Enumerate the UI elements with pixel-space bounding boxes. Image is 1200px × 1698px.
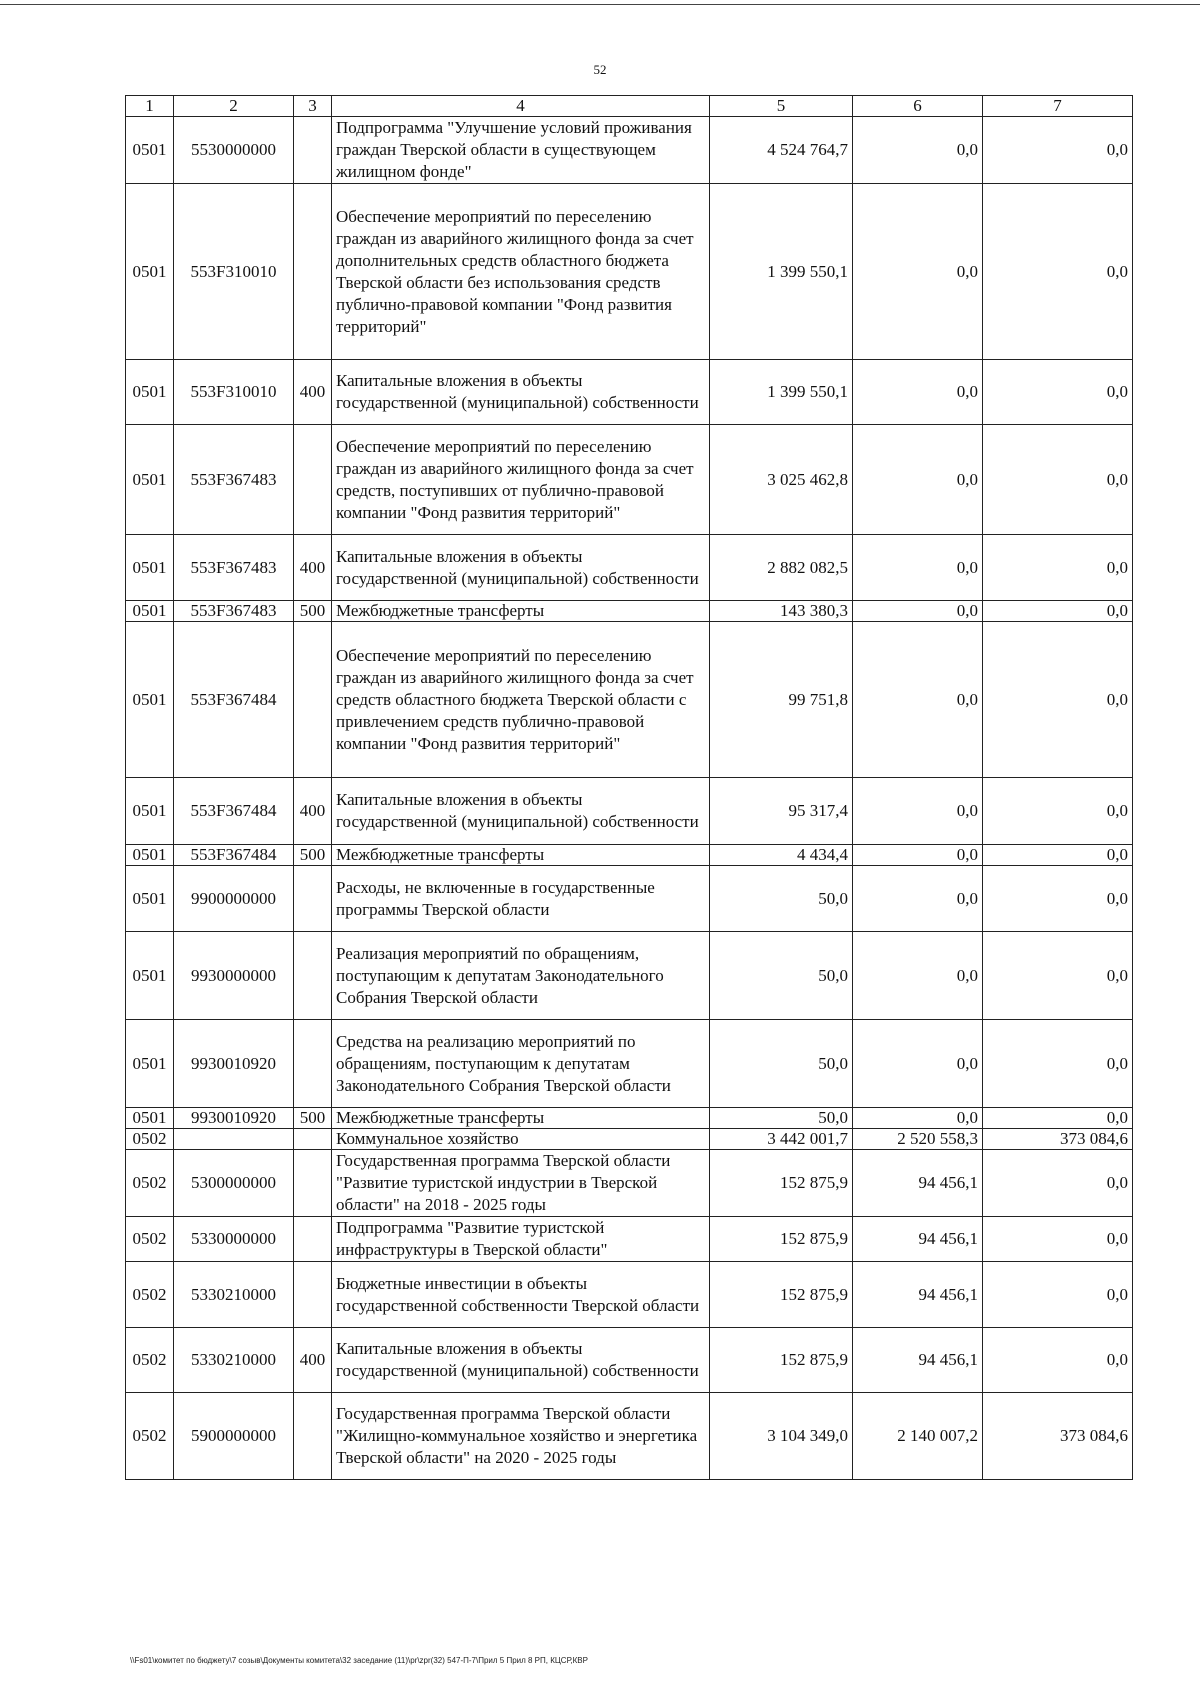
- expense-type-code: 500: [294, 845, 332, 866]
- expense-type-code: [294, 1393, 332, 1480]
- column-header: 7: [983, 96, 1133, 117]
- amount-column-5: 1 399 550,1: [710, 360, 853, 425]
- amount-column-7: 0,0: [983, 845, 1133, 866]
- table-row: [126, 1020, 1133, 1108]
- item-name: Средства на реализацию мероприятий по обращениям, поступающим к депутатам Законодательного Собрания Тверской области: [332, 1020, 710, 1108]
- table-row: [126, 184, 1133, 360]
- column-header: 2: [174, 96, 294, 117]
- section-code: 0502: [126, 1262, 174, 1328]
- amount-column-6: 0,0: [853, 425, 983, 535]
- table-row: [126, 117, 1133, 184]
- target-article-code: 5330210000: [174, 1262, 294, 1328]
- amount-column-7: 0,0: [983, 1328, 1133, 1393]
- target-article-code: 553F310010: [174, 184, 294, 360]
- section-code: 0501: [126, 1108, 174, 1129]
- amount-column-5: 50,0: [710, 932, 853, 1020]
- amount-column-5: 3 025 462,8: [710, 425, 853, 535]
- amount-column-7: 0,0: [983, 425, 1133, 535]
- table-row: [126, 932, 1133, 1020]
- table-row: [126, 1129, 1133, 1150]
- amount-column-6: 2 140 007,2: [853, 1393, 983, 1480]
- section-code: 0501: [126, 535, 174, 601]
- target-article-code: 553F367483: [174, 535, 294, 601]
- amount-column-7: 0,0: [983, 601, 1133, 622]
- item-name: Межбюджетные трансферты: [332, 601, 710, 622]
- amount-column-5: 152 875,9: [710, 1262, 853, 1328]
- amount-column-5: 99 751,8: [710, 622, 853, 778]
- amount-column-7: 0,0: [983, 184, 1133, 360]
- item-name: Подпрограмма "Улучшение условий проживания граждан Тверской области в существующем жилищном фонде": [332, 117, 710, 184]
- target-article-code: 5530000000: [174, 117, 294, 184]
- amount-column-5: 152 875,9: [710, 1150, 853, 1217]
- target-article-code: 5900000000: [174, 1393, 294, 1480]
- amount-column-7: 0,0: [983, 778, 1133, 845]
- section-code: 0501: [126, 932, 174, 1020]
- amount-column-5: 3 442 001,7: [710, 1129, 853, 1150]
- amount-column-6: 0,0: [853, 1020, 983, 1108]
- target-article-code: 553F367483: [174, 601, 294, 622]
- section-code: 0502: [126, 1150, 174, 1217]
- expense-type-code: [294, 1217, 332, 1262]
- expense-type-code: 400: [294, 1328, 332, 1393]
- amount-column-6: 94 456,1: [853, 1150, 983, 1217]
- amount-column-7: 0,0: [983, 1217, 1133, 1262]
- expense-type-code: 500: [294, 601, 332, 622]
- target-article-code: 553F310010: [174, 360, 294, 425]
- amount-column-7: 0,0: [983, 866, 1133, 932]
- item-name: Реализация мероприятий по обращениям, поступающим к депутатам Законодательного Собрания Тверской области: [332, 932, 710, 1020]
- section-code: 0501: [126, 778, 174, 845]
- footer-file-path: \\Fs01\комитет по бюджету\7 созыв\Документы комитета\32 заседание (11)\pr\zpr(32) 547-П-7\Прил 5 Прил 8 РП, КЦСР,КВР: [130, 1656, 588, 1665]
- item-name: Государственная программа Тверской области "Жилищно-коммунальное хозяйство и энергетика Тверской области" на 2020 - 2025 годы: [332, 1393, 710, 1480]
- section-code: 0502: [126, 1217, 174, 1262]
- amount-column-6: 0,0: [853, 535, 983, 601]
- table-row: [126, 1217, 1133, 1262]
- section-code: 0501: [126, 360, 174, 425]
- amount-column-7: 373 084,6: [983, 1129, 1133, 1150]
- target-article-code: 5300000000: [174, 1150, 294, 1217]
- target-article-code: 9930010920: [174, 1108, 294, 1129]
- amount-column-6: 0,0: [853, 117, 983, 184]
- expense-type-code: [294, 622, 332, 778]
- table-row: [126, 1262, 1133, 1328]
- amount-column-7: 0,0: [983, 1150, 1133, 1217]
- top-rule: [0, 4, 1200, 5]
- amount-column-6: 0,0: [853, 184, 983, 360]
- item-name: Подпрограмма "Развитие туристской инфраструктуры в Тверской области": [332, 1217, 710, 1262]
- table-row: [126, 622, 1133, 778]
- amount-column-5: 4 524 764,7: [710, 117, 853, 184]
- expense-type-code: [294, 1020, 332, 1108]
- expense-type-code: [294, 932, 332, 1020]
- target-article-code: 553F367484: [174, 622, 294, 778]
- item-name: Обеспечение мероприятий по переселению граждан из аварийного жилищного фонда за счет дополнительных средств областного бюджета Тверской области без использования средств публично-правовой компании "Фонд развития территорий": [332, 184, 710, 360]
- expense-type-code: [294, 866, 332, 932]
- table-row: [126, 1108, 1133, 1129]
- table-header-row: [126, 96, 1133, 117]
- item-name: Коммунальное хозяйство: [332, 1129, 710, 1150]
- amount-column-7: 0,0: [983, 1108, 1133, 1129]
- section-code: 0501: [126, 845, 174, 866]
- amount-column-5: 50,0: [710, 1020, 853, 1108]
- expense-type-code: [294, 117, 332, 184]
- table-row: [126, 360, 1133, 425]
- table-row: [126, 601, 1133, 622]
- item-name: Капитальные вложения в объекты государственной (муниципальной) собственности: [332, 360, 710, 425]
- target-article-code: 9930010920: [174, 1020, 294, 1108]
- amount-column-5: 1 399 550,1: [710, 184, 853, 360]
- section-code: 0502: [126, 1393, 174, 1480]
- table-row: [126, 535, 1133, 601]
- section-code: 0501: [126, 184, 174, 360]
- expense-type-code: [294, 184, 332, 360]
- page-number: 52: [593, 62, 607, 77]
- amount-column-5: 50,0: [710, 866, 853, 932]
- expense-type-code: 400: [294, 360, 332, 425]
- column-header: 4: [332, 96, 710, 117]
- section-code: 0501: [126, 425, 174, 535]
- amount-column-6: 0,0: [853, 622, 983, 778]
- amount-column-6: 0,0: [853, 360, 983, 425]
- expense-type-code: 500: [294, 1108, 332, 1129]
- amount-column-6: 2 520 558,3: [853, 1129, 983, 1150]
- amount-column-7: 373 084,6: [983, 1393, 1133, 1480]
- expense-type-code: 400: [294, 535, 332, 601]
- amount-column-5: 3 104 349,0: [710, 1393, 853, 1480]
- amount-column-7: 0,0: [983, 622, 1133, 778]
- table-row: [126, 866, 1133, 932]
- section-code: 0502: [126, 1328, 174, 1393]
- amount-column-7: 0,0: [983, 1262, 1133, 1328]
- amount-column-5: 152 875,9: [710, 1328, 853, 1393]
- target-article-code: [174, 1129, 294, 1150]
- table-row: [126, 778, 1133, 845]
- amount-column-7: 0,0: [983, 117, 1133, 184]
- amount-column-6: 94 456,1: [853, 1328, 983, 1393]
- budget-table: [125, 95, 1133, 1480]
- section-code: 0502: [126, 1129, 174, 1150]
- table-row: [126, 1150, 1133, 1217]
- item-name: Межбюджетные трансферты: [332, 1108, 710, 1129]
- amount-column-5: 152 875,9: [710, 1217, 853, 1262]
- amount-column-6: 94 456,1: [853, 1217, 983, 1262]
- amount-column-7: 0,0: [983, 1020, 1133, 1108]
- column-header: 5: [710, 96, 853, 117]
- item-name: Обеспечение мероприятий по переселению граждан из аварийного жилищного фонда за счет средств областного бюджета Тверской области с привлечением средств публично-правовой компании "Фонд развития территорий": [332, 622, 710, 778]
- table-row: [126, 1328, 1133, 1393]
- item-name: Капитальные вложения в объекты государственной (муниципальной) собственности: [332, 1328, 710, 1393]
- amount-column-7: 0,0: [983, 360, 1133, 425]
- amount-column-6: 0,0: [853, 1108, 983, 1129]
- item-name: Капитальные вложения в объекты государственной (муниципальной) собственности: [332, 778, 710, 845]
- amount-column-5: 4 434,4: [710, 845, 853, 866]
- item-name: Межбюджетные трансферты: [332, 845, 710, 866]
- item-name: Бюджетные инвестиции в объекты государственной собственности Тверской области: [332, 1262, 710, 1328]
- target-article-code: 553F367484: [174, 778, 294, 845]
- amount-column-6: 0,0: [853, 845, 983, 866]
- section-code: 0501: [126, 1020, 174, 1108]
- amount-column-5: 95 317,4: [710, 778, 853, 845]
- table-row: [126, 845, 1133, 866]
- amount-column-6: 0,0: [853, 601, 983, 622]
- amount-column-7: 0,0: [983, 932, 1133, 1020]
- target-article-code: 9900000000: [174, 866, 294, 932]
- item-name: Капитальные вложения в объекты государственной (муниципальной) собственности: [332, 535, 710, 601]
- item-name: Расходы, не включенные в государственные программы Тверской области: [332, 866, 710, 932]
- amount-column-7: 0,0: [983, 535, 1133, 601]
- amount-column-6: 0,0: [853, 778, 983, 845]
- item-name: Государственная программа Тверской области "Развитие туристской индустрии в Тверской области" на 2018 - 2025 годы: [332, 1150, 710, 1217]
- amount-column-5: 143 380,3: [710, 601, 853, 622]
- amount-column-6: 0,0: [853, 866, 983, 932]
- amount-column-5: 2 882 082,5: [710, 535, 853, 601]
- section-code: 0501: [126, 117, 174, 184]
- amount-column-6: 0,0: [853, 932, 983, 1020]
- column-header: 1: [126, 96, 174, 117]
- target-article-code: 553F367484: [174, 845, 294, 866]
- target-article-code: 9930000000: [174, 932, 294, 1020]
- target-article-code: 5330210000: [174, 1328, 294, 1393]
- section-code: 0501: [126, 866, 174, 932]
- expense-type-code: 400: [294, 778, 332, 845]
- table-row: [126, 425, 1133, 535]
- section-code: 0501: [126, 601, 174, 622]
- target-article-code: 553F367483: [174, 425, 294, 535]
- target-article-code: 5330000000: [174, 1217, 294, 1262]
- item-name: Обеспечение мероприятий по переселению граждан из аварийного жилищного фонда за счет средств, поступивших от публично-правовой компании "Фонд развития территорий": [332, 425, 710, 535]
- amount-column-5: 50,0: [710, 1108, 853, 1129]
- expense-type-code: [294, 425, 332, 535]
- expense-type-code: [294, 1150, 332, 1217]
- section-code: 0501: [126, 622, 174, 778]
- column-header: 3: [294, 96, 332, 117]
- amount-column-6: 94 456,1: [853, 1262, 983, 1328]
- expense-type-code: [294, 1129, 332, 1150]
- table-row: [126, 1393, 1133, 1480]
- column-header: 6: [853, 96, 983, 117]
- expense-type-code: [294, 1262, 332, 1328]
